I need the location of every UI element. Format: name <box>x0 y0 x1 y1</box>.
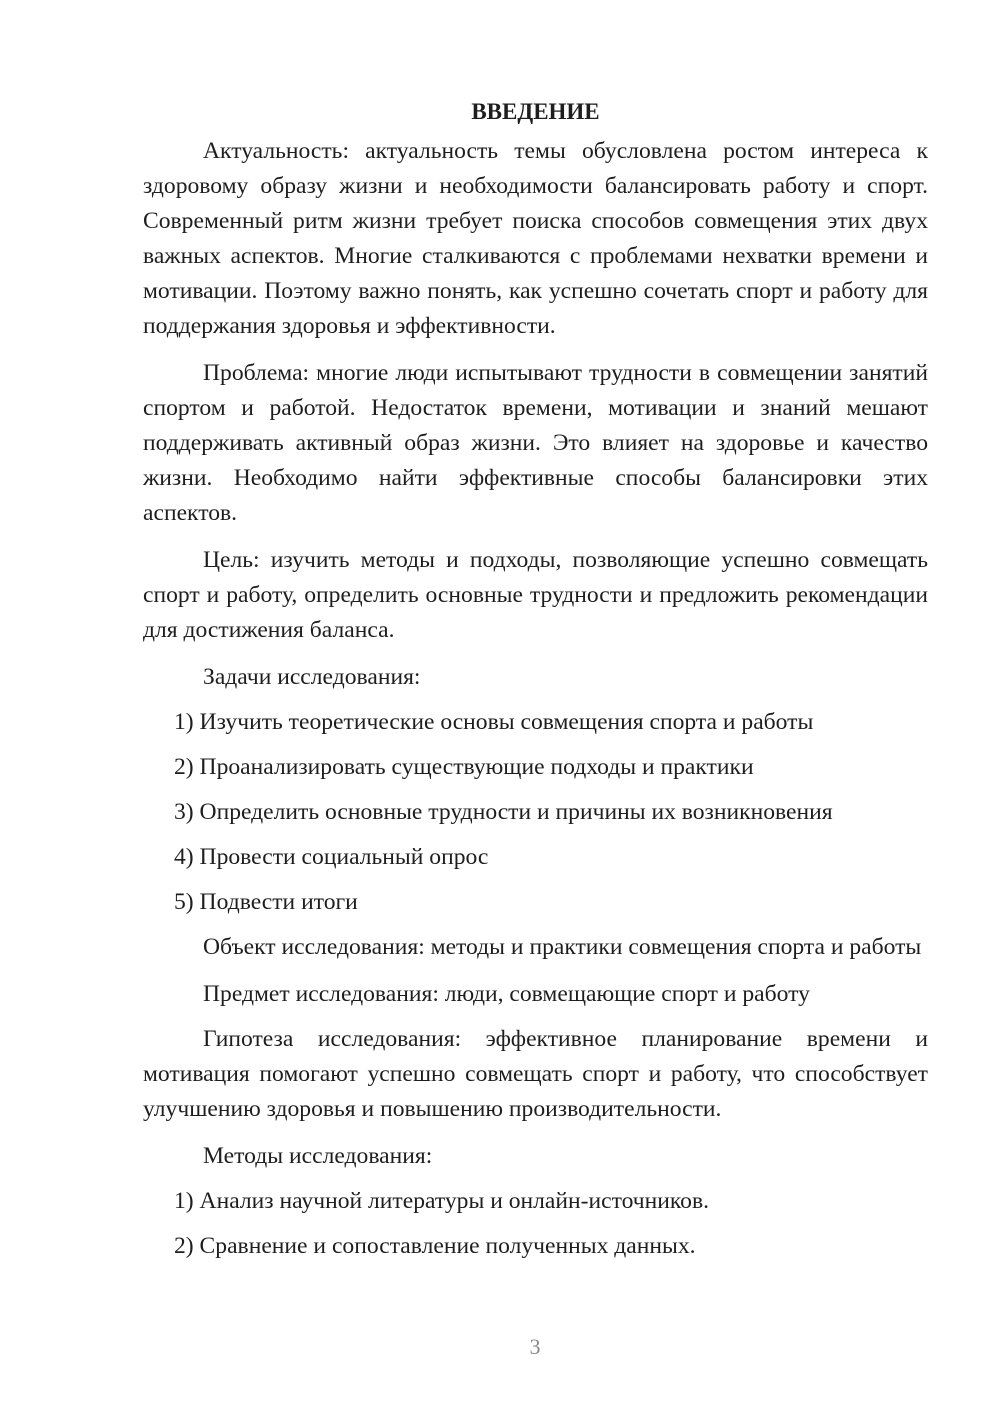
goal-paragraph: Цель: изучить методы и подходы, позволяющие успешно совмещать спорт и работу, определить основные трудности и предложить рекомендации для достижения баланса. <box>143 547 928 643</box>
list-item: 2) Сравнение и сопоставление полученных данных. <box>174 1233 696 1259</box>
relevance-paragraph: Актуальность: актуальность темы обусловлена ростом интереса к здоровому образу жизни и необходимости балансировать работу и спорт. Современный ритм жизни требует поиска способов совмещения этих двух важных аспектов. Многие сталкиваются с проблемами нехватки времени и мотивации. Поэтому важно понять, как успешно сочетать спорт и работу для поддержания здоровья и эффективности. <box>143 138 928 339</box>
page-number: 3 <box>529 1334 541 1359</box>
list-item: 4) Провести социальный опрос <box>174 844 489 870</box>
tasks-heading: Задачи исследования: <box>203 664 421 690</box>
problem-paragraph: Проблема: многие люди испытывают трудности в совмещении занятий спортом и работой. Недостаток времени, мотивации и знаний мешают поддерживать активный образ жизни. Это влияет на здоровье и качество жизни. Необходимо найти эффективные способы балансировки этих аспектов. <box>143 360 928 526</box>
tasks-list <box>143 705 928 920</box>
methods-heading: Методы исследования: <box>203 1143 433 1169</box>
list-item: 1) Изучить теоретические основы совмещения спорта и работы <box>174 709 814 735</box>
object-paragraph: Объект исследования: методы и практики совмещения спорта и работы <box>203 934 922 960</box>
list-item: 1) Анализ научной литературы и онлайн-источников. <box>174 1188 710 1214</box>
section-title: ВВЕДЕНИЕ <box>471 99 600 124</box>
document-page <box>143 90 928 1274</box>
subject-paragraph: Предмет исследования: люди, совмещающие спорт и работу <box>203 981 810 1007</box>
hypothesis-paragraph: Гипотеза исследования: эффективное планирование времени и мотивация помогают успешно совмещать спорт и работу, что способствует улучшению здоровья и повышению производительности. <box>143 1026 928 1122</box>
methods-list <box>143 1184 928 1264</box>
list-item: 3) Определить основные трудности и причины их возникновения <box>174 799 833 825</box>
list-item: 5) Подвести итоги <box>174 889 358 915</box>
list-item: 2) Проанализировать существующие подходы и практики <box>174 754 754 780</box>
